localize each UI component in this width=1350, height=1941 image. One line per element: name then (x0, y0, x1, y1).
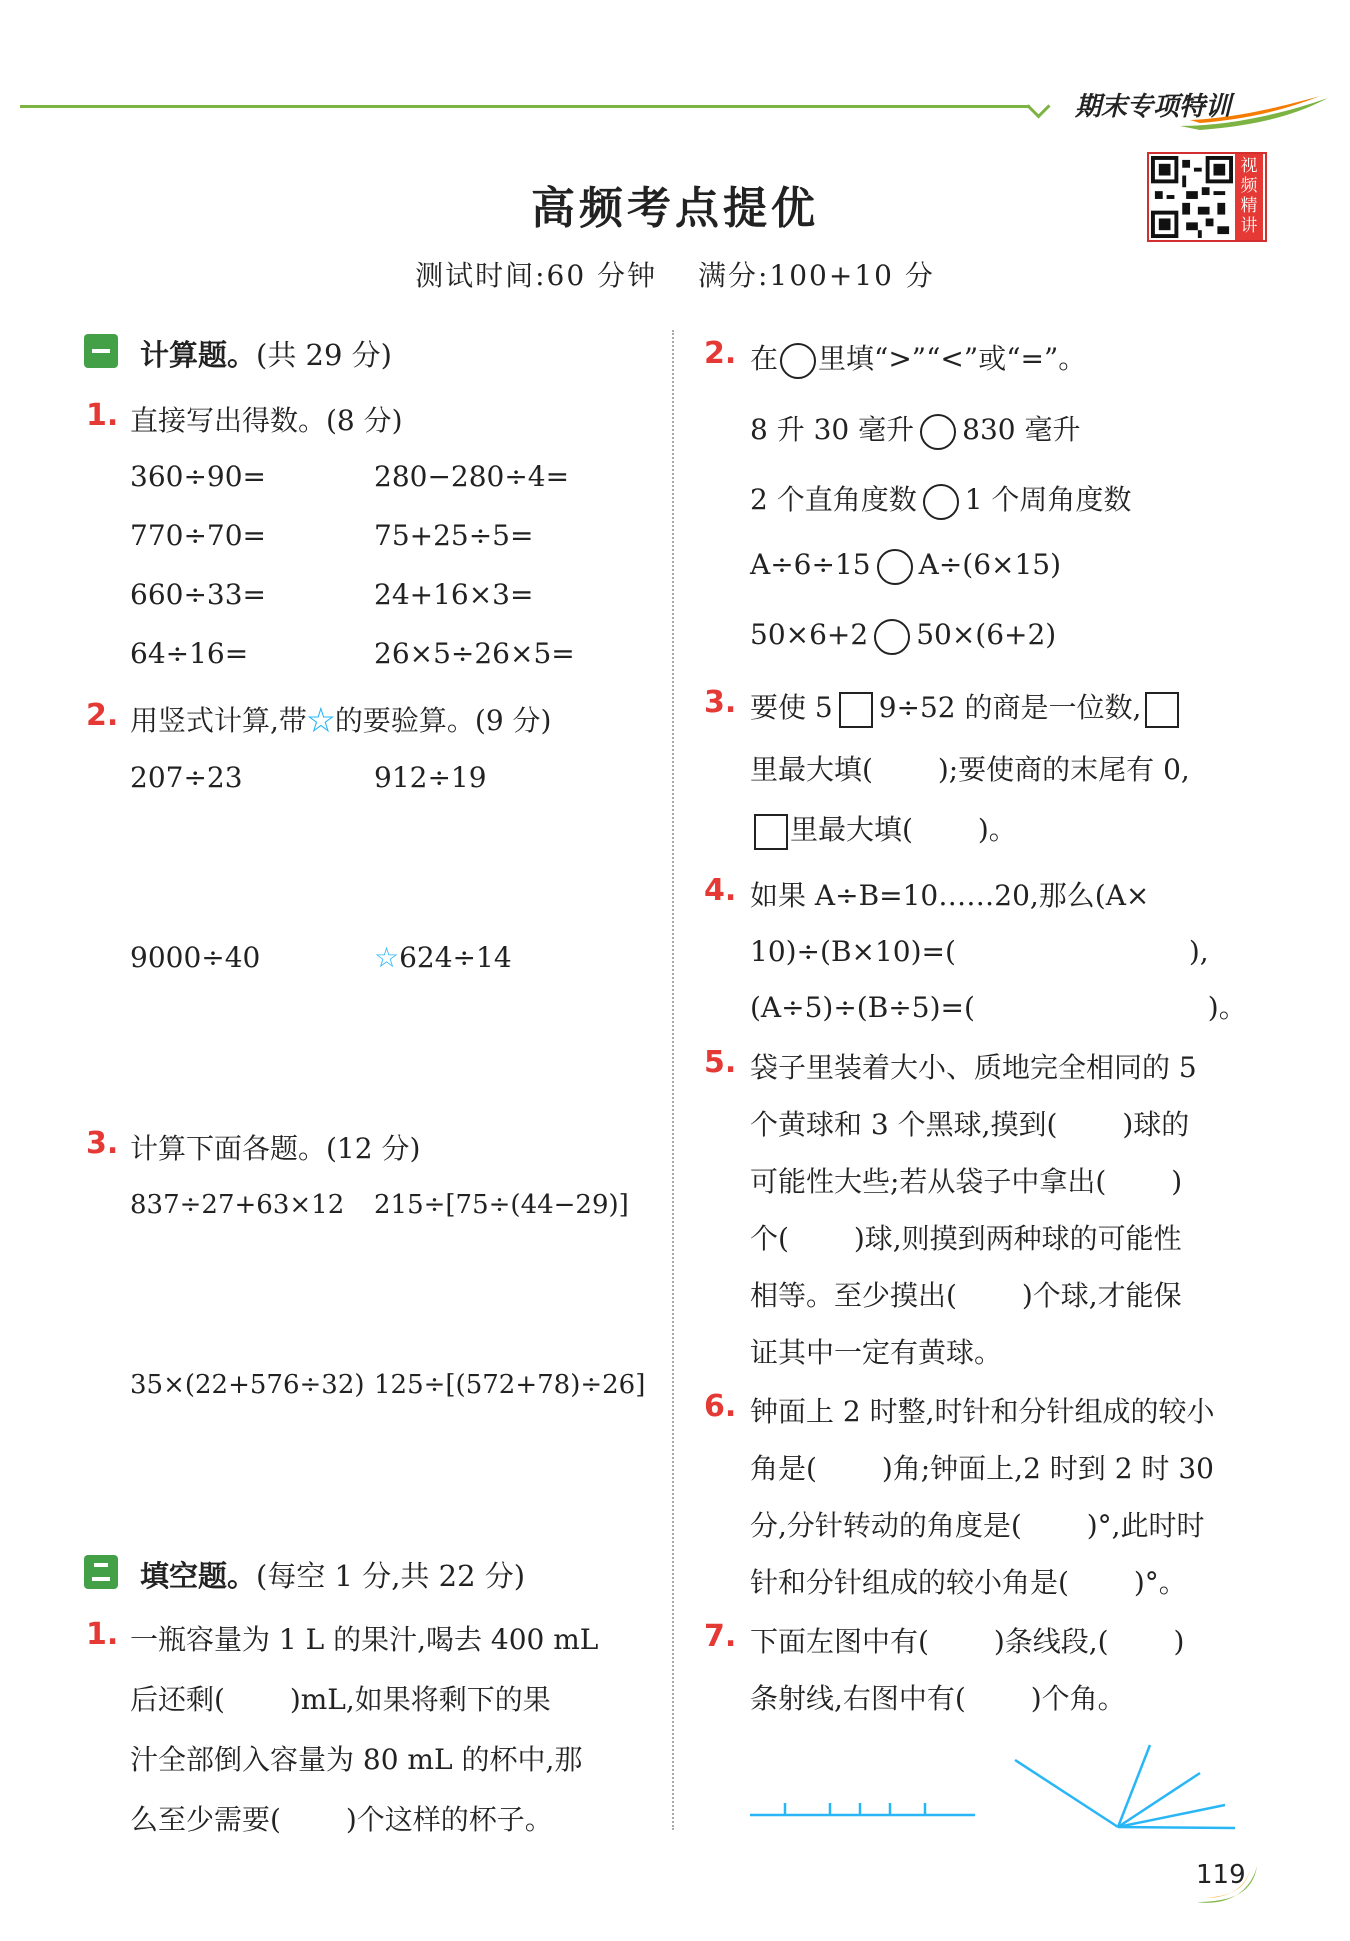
circle-blank-icon (874, 619, 910, 655)
header-title: 期末专项特训 (1075, 92, 1232, 122)
f4-line: 如果 A÷B=10……20,那么(A× (750, 879, 1150, 912)
f7-line: 下面左图中有( )条线段,( ) (750, 1625, 1185, 1658)
f3-number: 3. (704, 685, 737, 720)
q1-item: 75+25÷5= (374, 519, 534, 552)
qr-label: 视频精讲 (1235, 154, 1263, 240)
section-badge-one (84, 334, 118, 368)
q3-item: 35×(22+576÷32) (130, 1370, 365, 1400)
f2-number: 2. (704, 336, 737, 371)
f5-line: 可能性大些;若从袋子中拿出( ) (750, 1165, 1183, 1198)
q3-prompt: 计算下面各题。(12 分) (130, 1132, 421, 1165)
f4-line: (A÷5)÷(B÷5)=( )。 (750, 991, 1247, 1024)
checkmark-icon (1026, 94, 1050, 118)
f5-number: 5. (704, 1045, 737, 1080)
square-blank-icon (754, 814, 788, 850)
page-number-swoosh-icon (1195, 1862, 1265, 1907)
column-divider (672, 330, 674, 1830)
circle-blank-icon (780, 343, 816, 379)
f1-line: 后还剩( )mL,如果将剩下的果 (130, 1683, 551, 1716)
section-2-heading: 填空题。(每空 1 分,共 22 分) (140, 1559, 526, 1593)
section-badge-two (84, 1555, 118, 1589)
star-icon: ☆ (374, 941, 400, 974)
f6-line: 钟面上 2 时整,时针和分针组成的较小 (750, 1395, 1215, 1428)
q1-item: 660÷33= (130, 578, 266, 611)
f5-line: 个( )球,则摸到两种球的可能性 (750, 1222, 1182, 1255)
f1-number: 1. (86, 1617, 119, 1652)
q2-prompt: 用竖式计算,带☆的要验算。(9 分) (130, 704, 552, 737)
f6-number: 6. (704, 1389, 737, 1424)
f2-row: 50×6+2 50×(6+2) (750, 618, 1056, 655)
q1-number: 1. (86, 398, 119, 433)
f3-line: 要使 5 9÷52 的商是一位数, (750, 686, 1185, 728)
q1-item: 26×5÷26×5= (374, 637, 575, 670)
q3-item: 837÷27+63×12 (130, 1190, 345, 1220)
q1-item: 360÷90= (130, 460, 266, 493)
q1-prompt: 直接写出得数。(8 分) (130, 404, 403, 437)
f3-line: 里最大填( );要使商的末尾有 0, (750, 753, 1190, 786)
angle-rays-figure (1010, 1735, 1240, 1835)
f5-line: 袋子里装着大小、质地完全相同的 5 (750, 1051, 1197, 1084)
f1-line: 汁全部倒入容量为 80 mL 的杯中,那 (130, 1743, 583, 1776)
q2-item: 9000÷40 (130, 941, 261, 974)
f3-line: 里最大填( )。 (750, 808, 1017, 850)
q3-item: 215÷[75÷(44−29)] (374, 1190, 629, 1220)
f7-number: 7. (704, 1619, 737, 1654)
square-blank-icon (839, 692, 873, 728)
q3-number: 3. (86, 1126, 119, 1161)
q2-item: 207÷23 (130, 761, 243, 794)
f5-line: 个黄球和 3 个黑球,摸到( )球的 (750, 1108, 1190, 1141)
f2-row: 2 个直角度数 1 个周角度数 (750, 478, 1131, 520)
f7-line: 条射线,右图中有( )个角。 (750, 1682, 1126, 1715)
header-rule (20, 105, 1030, 108)
f2-prompt: 在 里填“>”“<”或“=”。 (750, 337, 1086, 379)
f6-line: 分,分针转动的角度是( )°,此时时 (750, 1509, 1205, 1542)
f2-row: 8 升 30 毫升 830 毫升 (750, 408, 1081, 450)
q2-number: 2. (86, 698, 119, 733)
circle-blank-icon (920, 414, 956, 450)
line-segment-figure (745, 1790, 985, 1830)
circle-blank-icon (877, 549, 913, 585)
f4-line: 10)÷(B×10)=( ), (750, 935, 1209, 968)
q3-item: 125÷[(572+78)÷26] (374, 1370, 646, 1400)
circle-blank-icon (923, 484, 959, 520)
f4-number: 4. (704, 873, 737, 908)
f1-line: 一瓶容量为 1 L 的果汁,喝去 400 mL (130, 1623, 599, 1656)
swoosh-decoration-icon (1180, 96, 1330, 130)
section-1-heading: 计算题。(共 29 分) (140, 338, 392, 372)
f6-line: 角是( )角;钟面上,2 时到 2 时 30 (750, 1452, 1214, 1485)
q1-item: 24+16×3= (374, 578, 534, 611)
q1-item: 280−280÷4= (374, 460, 570, 493)
q1-item: 64÷16= (130, 637, 249, 670)
page-title: 高频考点提优 (531, 183, 819, 234)
q2-item: ☆624÷14 (374, 941, 512, 974)
q1-item: 770÷70= (130, 519, 266, 552)
page-number: 119 (1196, 1860, 1246, 1890)
f5-line: 证其中一定有黄球。 (750, 1336, 1003, 1369)
page-subtitle: 测试时间:60 分钟 满分:100+10 分 (415, 259, 935, 292)
f2-row: A÷6÷15 A÷(6×15) (750, 548, 1061, 585)
f5-line: 相等。至少摸出( )个球,才能保 (750, 1279, 1182, 1312)
f1-line: 么至少需要( )个这样的杯子。 (130, 1803, 553, 1836)
square-blank-icon (1145, 692, 1179, 728)
f6-line: 针和分针组成的较小角是( )°。 (750, 1566, 1187, 1599)
q2-item: 912÷19 (374, 761, 487, 794)
star-icon: ☆ (306, 704, 335, 737)
